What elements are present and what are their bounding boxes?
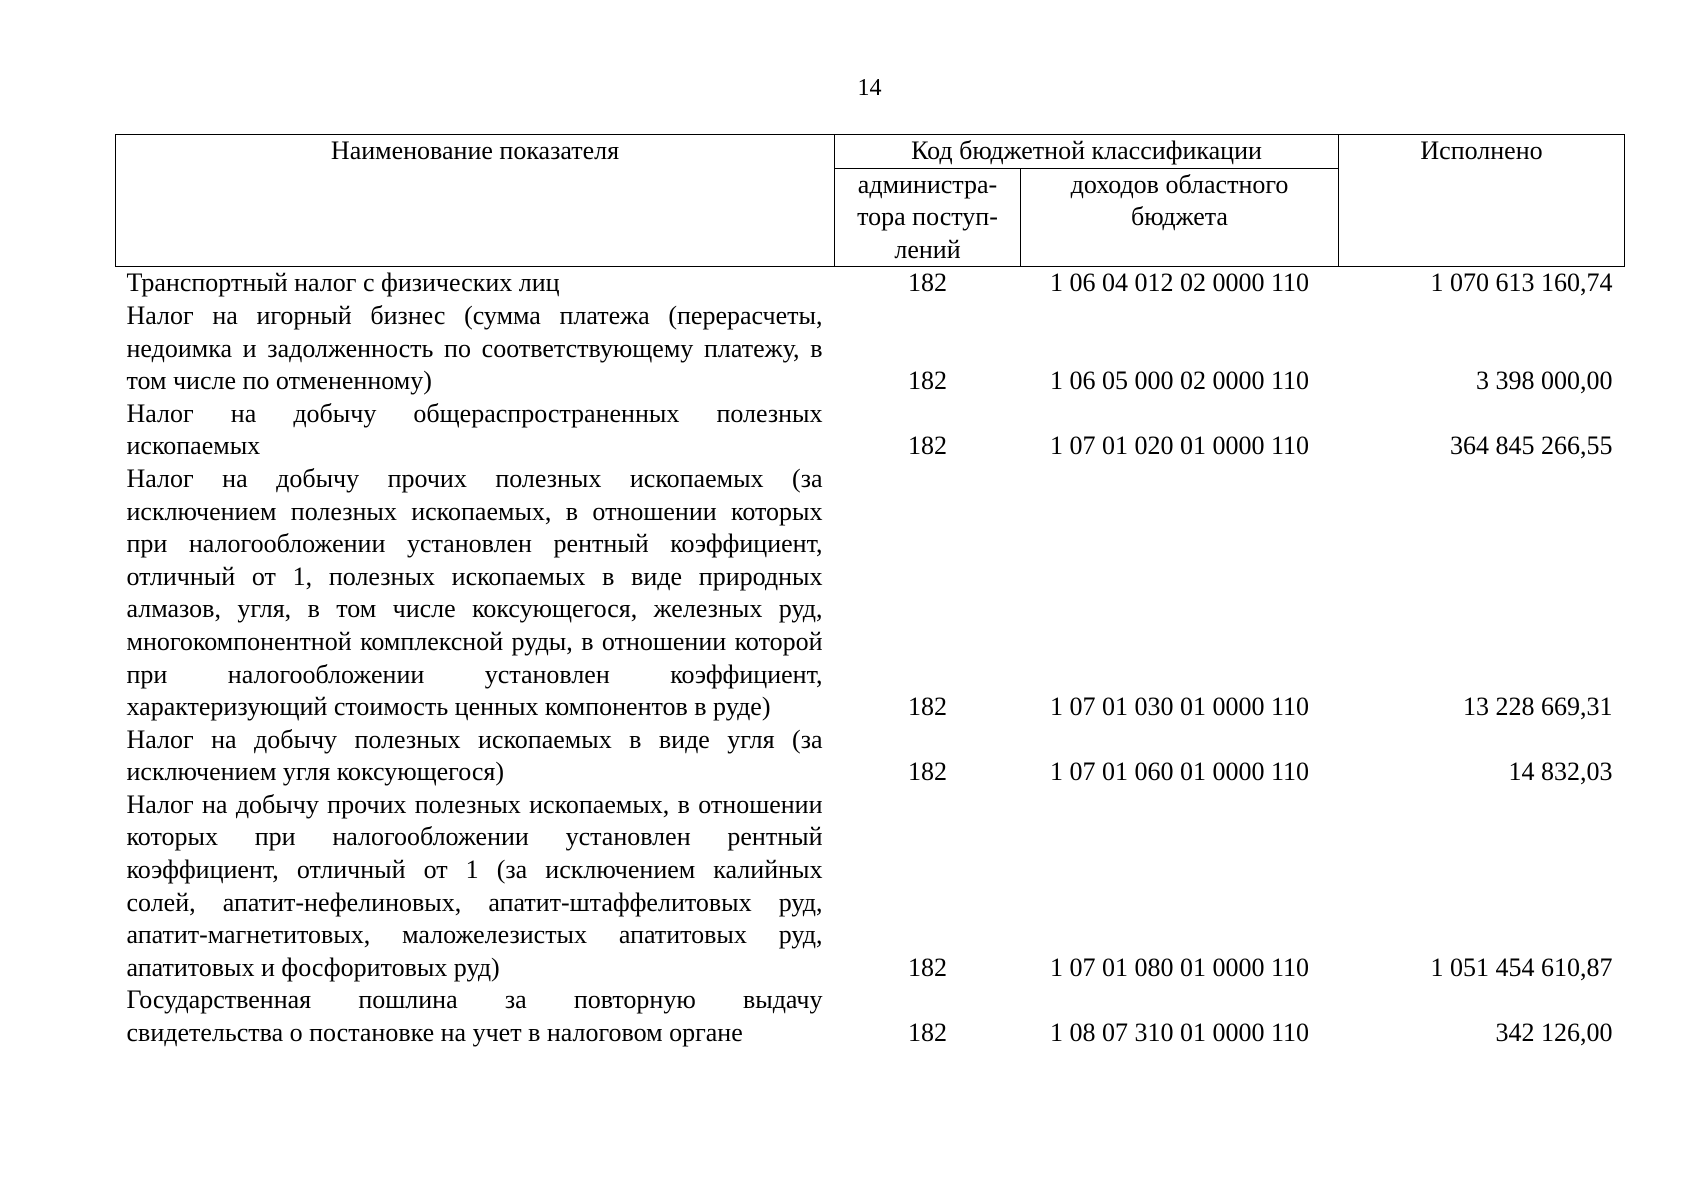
row-executed-amount: 1 051 454 610,87 <box>1430 952 1613 982</box>
header-indicator-name: Наименование показателя <box>116 135 835 267</box>
table-row <box>116 463 1625 724</box>
row-administrator-code: 182 <box>908 431 947 461</box>
row-executed-amount: 3 398 000,00 <box>1476 366 1613 396</box>
row-administrator-code: 182 <box>908 366 947 396</box>
header-revenue-administrator: администра-тора поступ-лений <box>835 168 1021 267</box>
row-administrator-code: 182 <box>908 952 947 982</box>
row-revenue-code: 1 07 01 060 01 0000 110 <box>1049 757 1310 787</box>
row-revenue-code: 1 08 07 310 01 0000 110 <box>1049 1018 1310 1048</box>
row-executed-amount: 13 228 669,31 <box>1463 692 1613 722</box>
row-indicator-name: Налог на добычу прочих полезных ископаемых, в отношении которых при налогообложении установлен рентный коэффициент, отличный от 1 (за исключением калийных солей, апатит-нефелиновых, апатит-штаффелитовых руд, апатит-магнетитовых, маложелезистых апатитовых руд, апатитовых и фосфоритовых руд) <box>126 789 823 982</box>
table-row <box>116 398 1625 463</box>
header-regional-budget-revenue: доходов областного бюджета <box>1021 168 1339 267</box>
table-body <box>116 267 1625 1050</box>
row-revenue-code: 1 06 05 000 02 0000 110 <box>1049 366 1310 396</box>
table-header <box>116 135 1625 267</box>
row-indicator-name: Транспортный налог с физических лиц <box>126 268 560 298</box>
row-executed-amount: 364 845 266,55 <box>1450 431 1613 461</box>
row-administrator-code: 182 <box>908 692 947 722</box>
row-indicator-name: Налог на добычу полезных ископаемых в виде угля (за исключением угля коксующегося) <box>126 724 823 787</box>
row-administrator-code: 182 <box>908 1018 947 1048</box>
row-executed-amount: 342 126,00 <box>1495 1018 1613 1048</box>
revenue-table <box>115 134 1625 1050</box>
row-indicator-name: Государственная пошлина за повторную выдачу свидетельства о постановке на учет в налоговом органе <box>126 985 823 1048</box>
header-executed: Исполнено <box>1339 135 1625 267</box>
row-administrator-code: 182 <box>908 757 947 787</box>
row-revenue-code: 1 06 04 012 02 0000 110 <box>1049 268 1310 298</box>
header-budget-classification-code: Код бюджетной классификации <box>835 135 1339 169</box>
page-number: 14 <box>857 75 882 101</box>
table-row <box>116 724 1625 789</box>
row-administrator-code: 182 <box>908 268 947 298</box>
row-executed-amount: 14 832,03 <box>1508 757 1613 787</box>
row-revenue-code: 1 07 01 030 01 0000 110 <box>1049 692 1310 722</box>
table-row <box>116 789 1625 985</box>
row-indicator-name: Налог на добычу общераспространенных полезных ископаемых <box>126 398 823 461</box>
row-executed-amount: 1 070 613 160,74 <box>1430 268 1613 298</box>
table-row <box>116 267 1625 300</box>
row-revenue-code: 1 07 01 020 01 0000 110 <box>1049 431 1310 461</box>
table-row <box>116 984 1625 1049</box>
table-row <box>116 300 1625 398</box>
row-indicator-name: Налог на игорный бизнес (сумма платежа (перерасчеты, недоимка и задолженность по соответствующему платежу, в том числе по отмененному) <box>126 300 823 396</box>
row-revenue-code: 1 07 01 080 01 0000 110 <box>1049 952 1310 982</box>
row-indicator-name: Налог на добычу прочих полезных ископаемых (за исключением полезных ископаемых, в отношении которых при налогообложении установлен рентный коэффициент, отличный от 1, полезных ископаемых в виде природных алмазов, угля, в том числе коксующегося, железных руд, многокомпонентной комплексной руды, в отношении которой при налогообложении установлен коэффициент, характеризующий стоимость ценных компонентов в руде) <box>126 463 823 722</box>
